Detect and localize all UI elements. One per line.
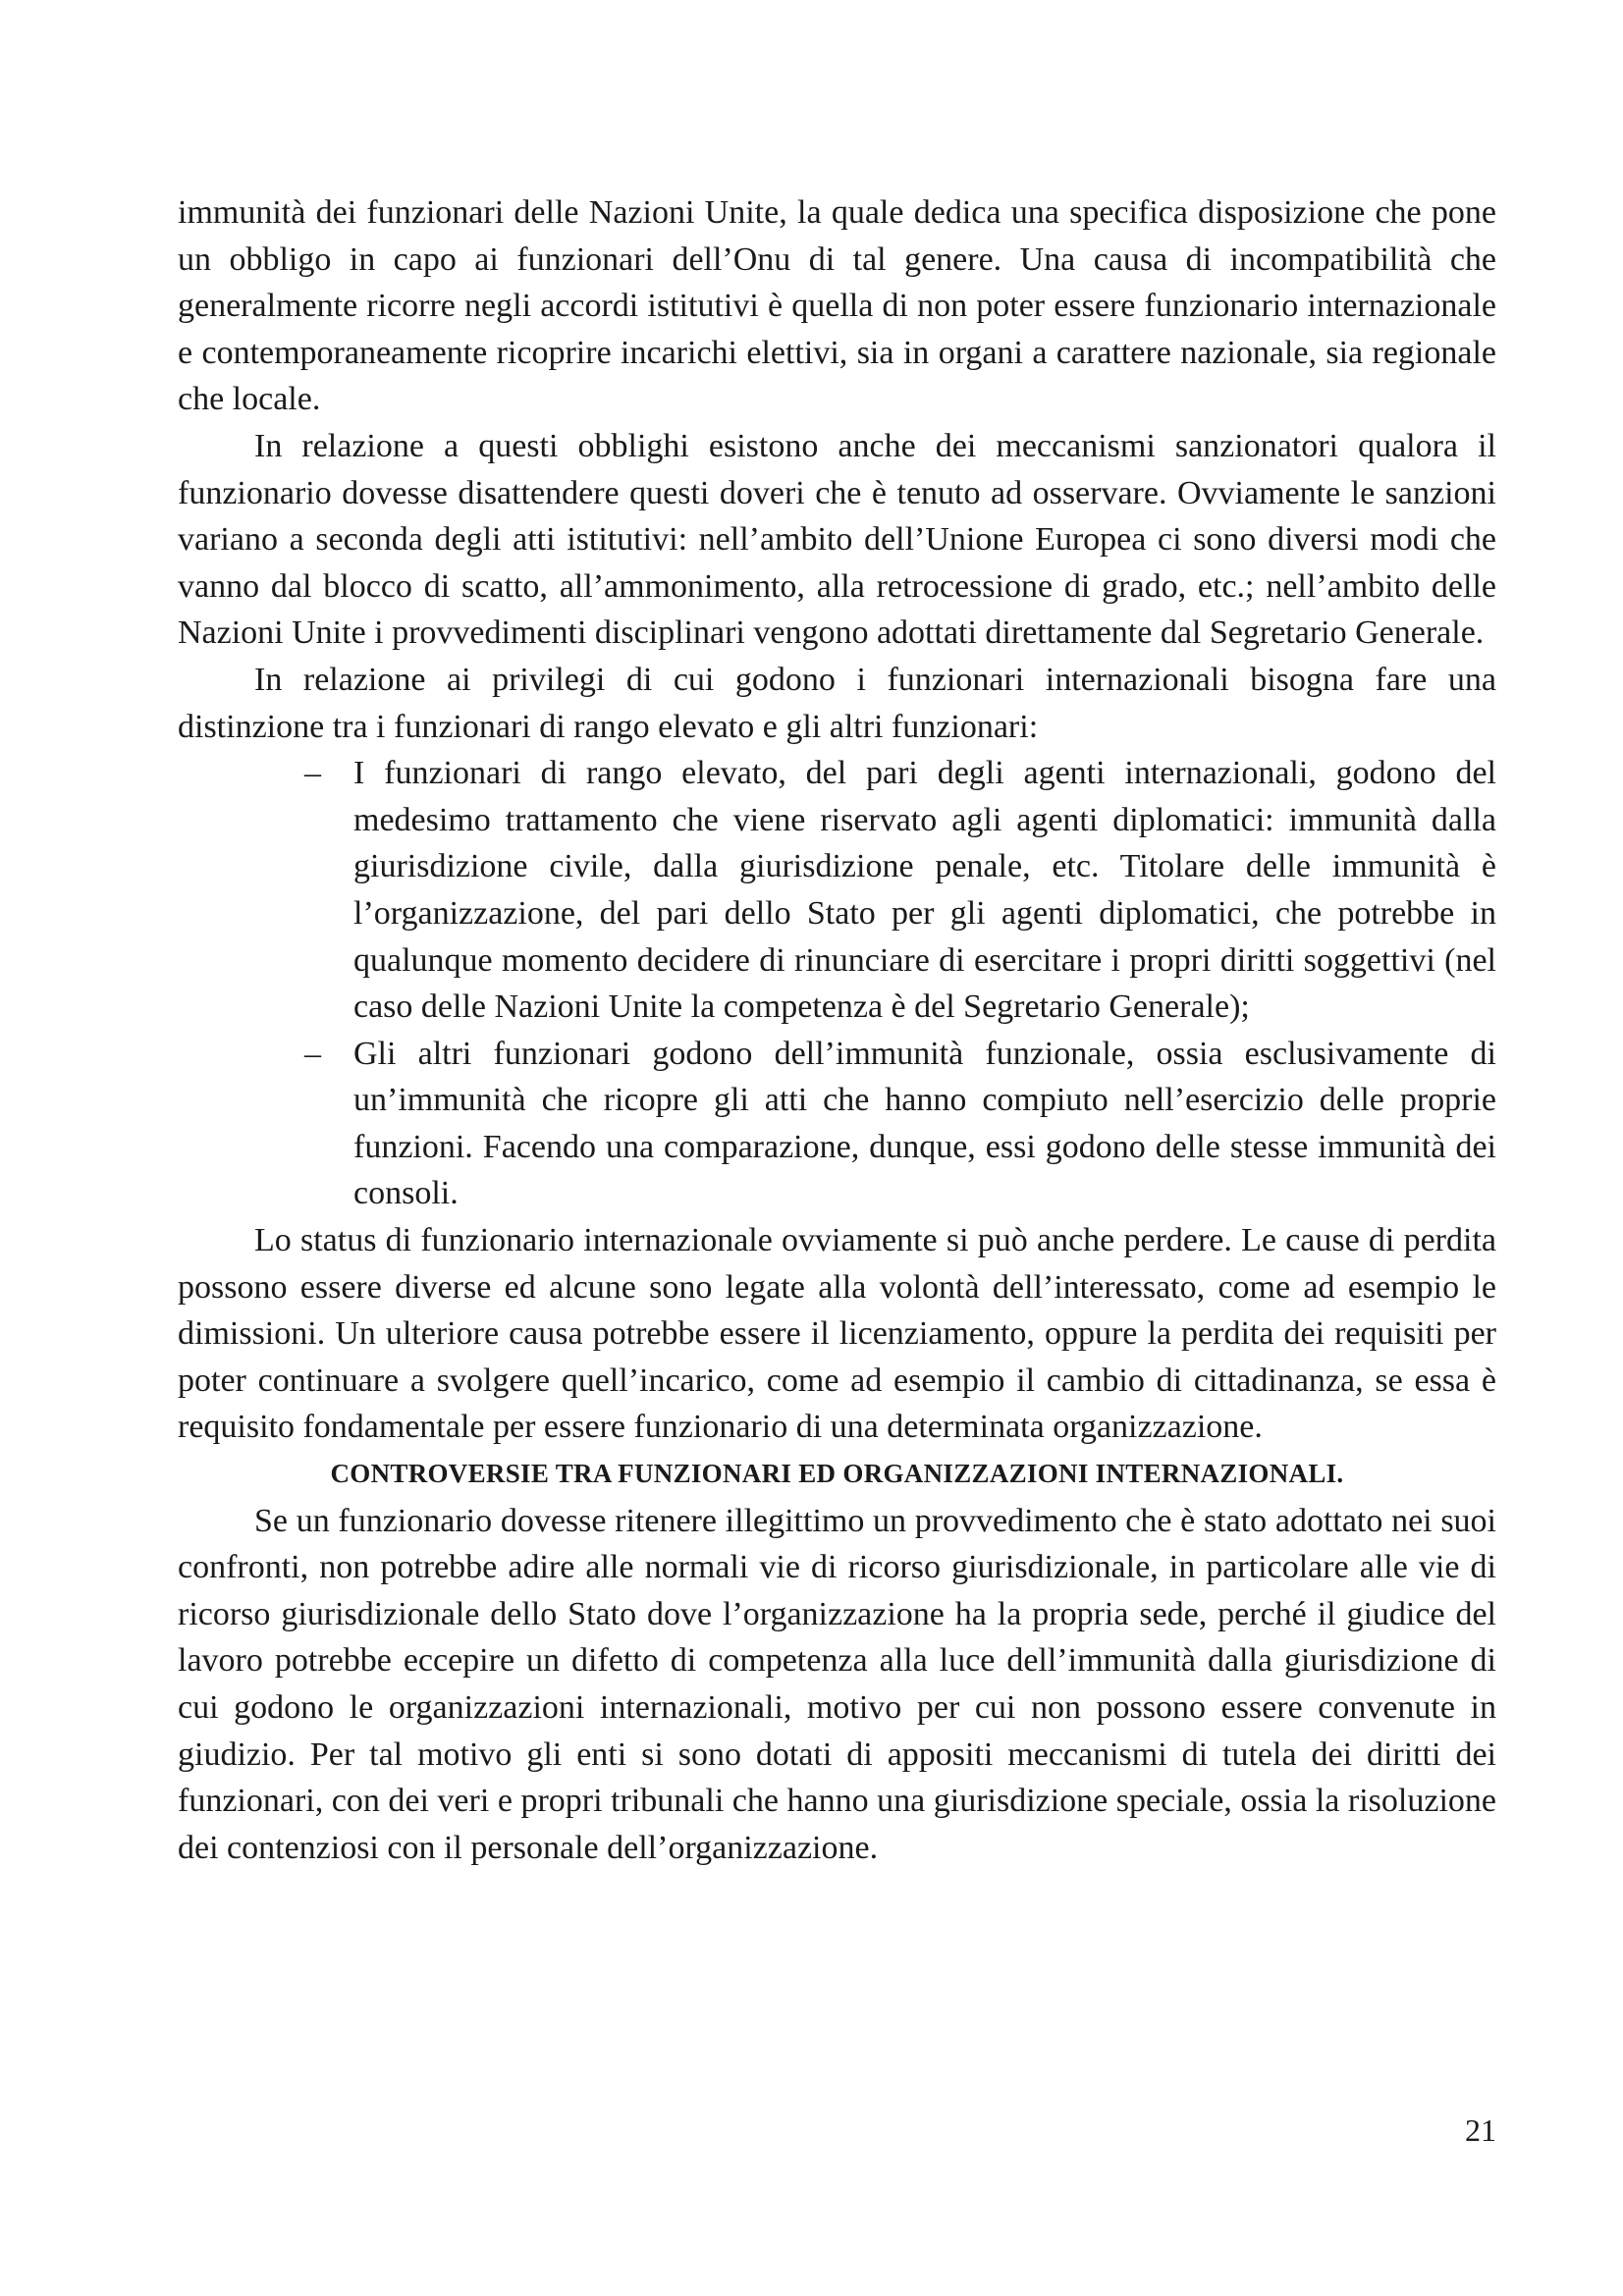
- paragraph-sanzioni: In relazione a questi obblighi esistono anche dei meccanismi sanzionatori qualora il funzionario dovesse disattendere questi doveri che è tenuto ad osservare. Ovviamente le sanzioni variano a seconda degli atti istitutivi: nell’ambito dell’Unione Europea ci sono diversi modi che vanno dal blocco di scatto, all’ammonimento, alla retrocessione di grado, etc.; nell’ambito delle Nazioni Unite i provvedimenti disciplinari vengono adottati direttamente dal Segretario Generale.: [178, 427, 1496, 652]
- dash-bullet-icon: –: [304, 1035, 321, 1072]
- privileges-list: [178, 750, 1496, 1217]
- paragraph-controversie: Se un funzionario dovesse ritenere illegittimo un provvedimento che è stato adottato nei suoi confronti, non potrebbe adire alle normali vie di ricorso giurisdizionale, in particolare alle vie di ricorso giurisdizionale dello Stato dove l’organizzazione ha la propria sede, perché il giudice del lavoro potrebbe eccepire un difetto di competenza alla luce dell’immunità dalla giurisdizione di cui godono le organizzazioni internazionali, motivo per cui non possono essere convenute in giudizio. Per tal motivo gli enti si sono dotati di appositi meccanismi di tutela dei diritti dei funzionari, con dei veri e propri tribunali che hanno una giurisdizione speciale, ossia la risoluzione dei contenziosi con il personale dell’organizzazione.: [178, 1502, 1496, 1866]
- paragraph-privilegi: In relazione ai privilegi di cui godono i funzionari internazionali bisogna fare una distinzione tra i funzionari di rango elevato e gli altri funzionari:: [178, 661, 1496, 745]
- list-item-text: I funzionari di rango elevato, del pari degli agenti internazionali, godono del medesimo trattamento che viene riservato agli agenti diplomatici: immunità dalla giurisdizione civile, dalla giurisdizione penale, etc. Titolare delle immunità è l’organizzazione, del pari dello Stato per gli agenti diplomatici, che potrebbe in qualunque momento decidere di rinunciare di esercitare i propri diritti soggettivi (nel caso delle Nazioni Unite la competenza è del Segretario Generale);: [353, 755, 1496, 1026]
- document-page: [178, 189, 1496, 1871]
- dash-bullet-icon: –: [304, 755, 321, 792]
- list-item-rango-elevato: [304, 750, 1496, 1031]
- list-item-text: Gli altri funzionari godono dell’immunità funzionale, ossia esclusivamente di un’immunità che ricopre gli atti che hanno compiuto nell’esercizio delle proprie funzioni. Facendo una comparazione, dunque, essi godono delle stesse immunità dei consoli.: [353, 1035, 1496, 1212]
- list-item-altri-funzionari: [304, 1031, 1496, 1217]
- paragraph-immunita: immunità dei funzionari delle Nazioni Unite, la quale dedica una specifica disposizione che pone un obbligo in capo ai funzionari dell’Onu di tal genere. Una causa di incompatibilità che generalmente ricorre negli accordi istitutivi è quella di non poter essere funzionario internazionale e contemporaneamente ricoprire incarichi elettivi, sia in organi a carattere nazionale, sia regionale che locale.: [178, 194, 1496, 418]
- section-heading-text: CONTROVERSIE TRA FUNZIONARI ED ORGANIZZAZIONI INTERNAZIONALI.: [330, 1459, 1344, 1489]
- paragraph-status: Lo status di funzionario internazionale ovviamente si può anche perdere. Le cause di perdita possono essere diverse ed alcune sono legate alla volontà dell’interessato, come ad esempio le dimissioni. Un ulteriore causa potrebbe essere il licenziamento, oppure la perdita dei requisiti per poter continuare a svolgere quell’incarico, come ad esempio il cambio di cittadinanza, se essa è requisito fondamentale per essere funzionario di una determinata organizzazione.: [178, 1222, 1496, 1446]
- section-heading: [178, 1451, 1496, 1498]
- page-number: 21: [1465, 2112, 1496, 2148]
